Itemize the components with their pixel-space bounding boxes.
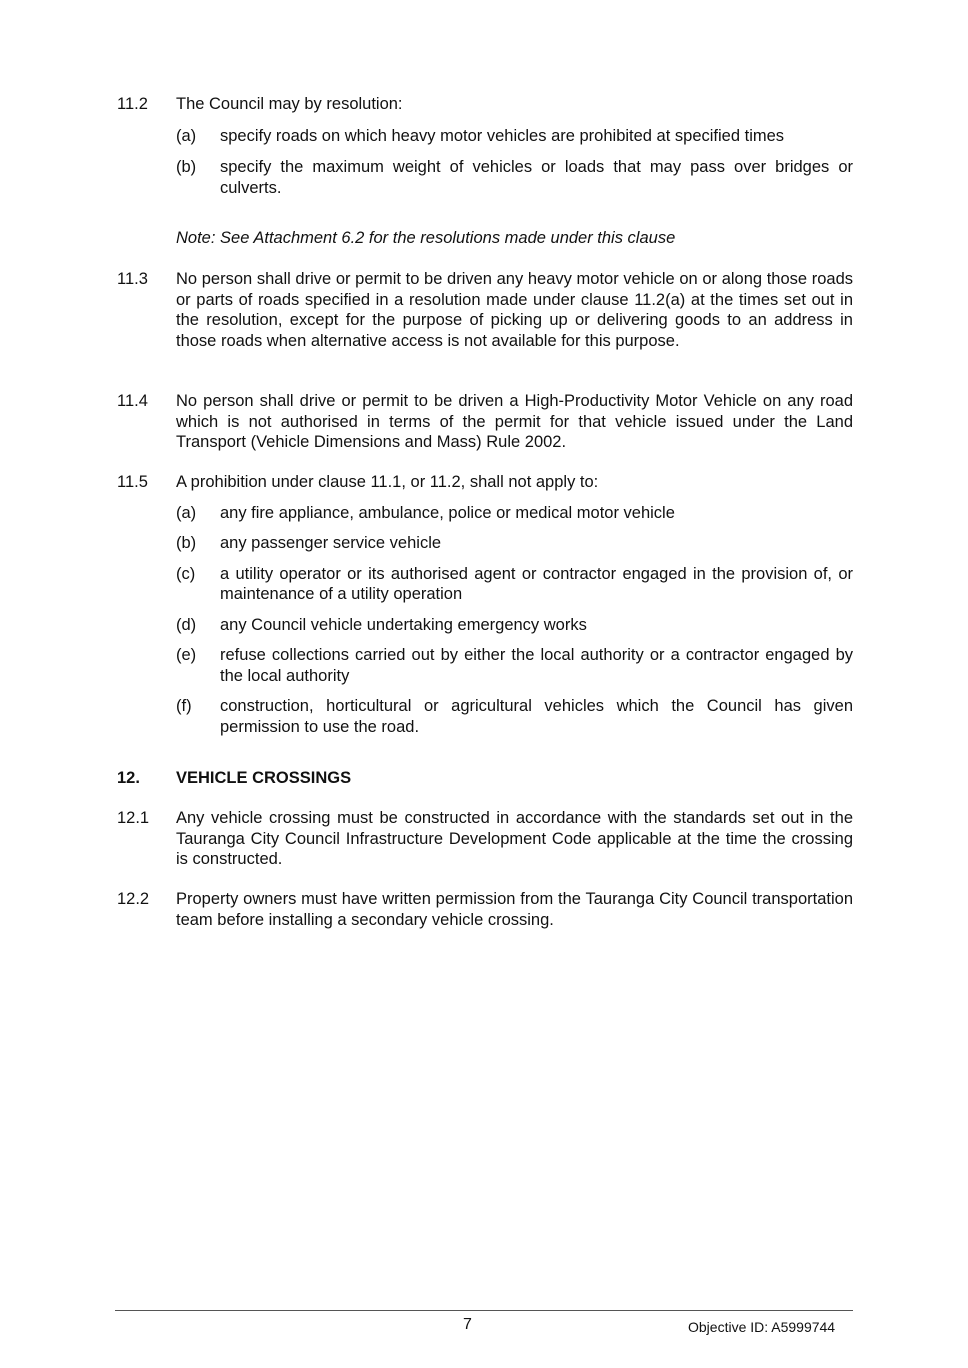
list-item <box>176 533 853 554</box>
list-item <box>176 564 853 605</box>
item-text: specify the maximum weight of vehicles or loads that may pass over bridges or culverts. <box>220 158 853 197</box>
item-text: refuse collections carried out by either the local authority or a contractor engaged by the local authority <box>220 646 853 685</box>
clause-text: A prohibition under clause 11.1, or 11.2, shall not apply to: <box>176 473 599 491</box>
clause-number: 11.5 <box>117 473 148 491</box>
item-label: (a) <box>176 126 197 145</box>
item-label: (c) <box>176 564 196 583</box>
clause-11-2 <box>117 94 853 249</box>
clause-12-2 <box>117 889 853 930</box>
list-item <box>176 503 853 524</box>
section-title: VEHICLE CROSSINGS <box>176 769 352 787</box>
note: Note: See Attachment 6.2 for the resolutions made under this clause <box>176 229 676 247</box>
clause-number: 11.3 <box>117 270 148 288</box>
clause-number: 11.4 <box>117 392 148 410</box>
section-number: 12. <box>117 769 140 787</box>
item-text: a utility operator or its authorised agent or contractor engaged in the provision of, or maintenance of a utility operation <box>220 564 853 603</box>
list-item <box>176 696 853 737</box>
item-label: (f) <box>176 697 192 715</box>
clause-text: Any vehicle crossing must be constructed in accordance with the standards set out in the Tauranga City Council Infrastructure Development Code applicable at the time the crossing is constructed. <box>176 809 853 868</box>
clause-text: Property owners must have written permission from the Tauranga City Council transportation team before installing a secondary vehicle crossing. <box>176 890 853 929</box>
item-label: (e) <box>176 646 197 664</box>
item-label: (b) <box>176 534 197 552</box>
clause-number: 11.2 <box>117 95 148 113</box>
clause-text: The Council may by resolution: <box>176 95 403 113</box>
section-12-heading <box>117 768 853 789</box>
item-label: (b) <box>176 158 197 176</box>
page-number: 7 <box>463 1316 472 1333</box>
clause-number: 12.2 <box>117 890 150 908</box>
clause-12-1 <box>117 808 853 870</box>
clause-11-4 <box>117 391 853 453</box>
list-item <box>176 615 853 636</box>
clause-11-3 <box>117 269 853 351</box>
list-item <box>176 157 853 198</box>
list-item <box>176 126 853 147</box>
item-label: (a) <box>176 503 197 522</box>
clause-text: No person shall drive or permit to be driven any heavy motor vehicle on or along those roads or parts of roads specified in a resolution made under clause 11.2(a) at the times set out in the resolution, except for the purpose of picking up or delivering goods to an address in those roads when alternative access is not available for this purpose. <box>176 270 853 350</box>
item-text: any Council vehicle undertaking emergency works <box>220 615 587 634</box>
clause-11-5 <box>117 472 853 737</box>
item-text: construction, horticultural or agricultural vehicles which the Council has given permission to use the road. <box>220 697 853 736</box>
list-item <box>176 645 853 686</box>
item-text: any passenger service vehicle <box>220 534 442 552</box>
footer-divider <box>115 1310 853 1311</box>
item-label: (d) <box>176 615 197 634</box>
clause-number: 12.1 <box>117 809 150 827</box>
objective-id: Objective ID: A5999744 <box>688 1319 836 1335</box>
item-text: any fire appliance, ambulance, police or medical motor vehicle <box>220 503 675 522</box>
clause-text: No person shall drive or permit to be driven a High-Productivity Motor Vehicle on any road which is not authorised in terms of the permit for that vehicle issued under the Land Transport (Vehicle Dimensions and Mass) Rule 2002. <box>176 392 853 451</box>
item-text: specify roads on which heavy motor vehicles are prohibited at specified times <box>220 126 785 145</box>
